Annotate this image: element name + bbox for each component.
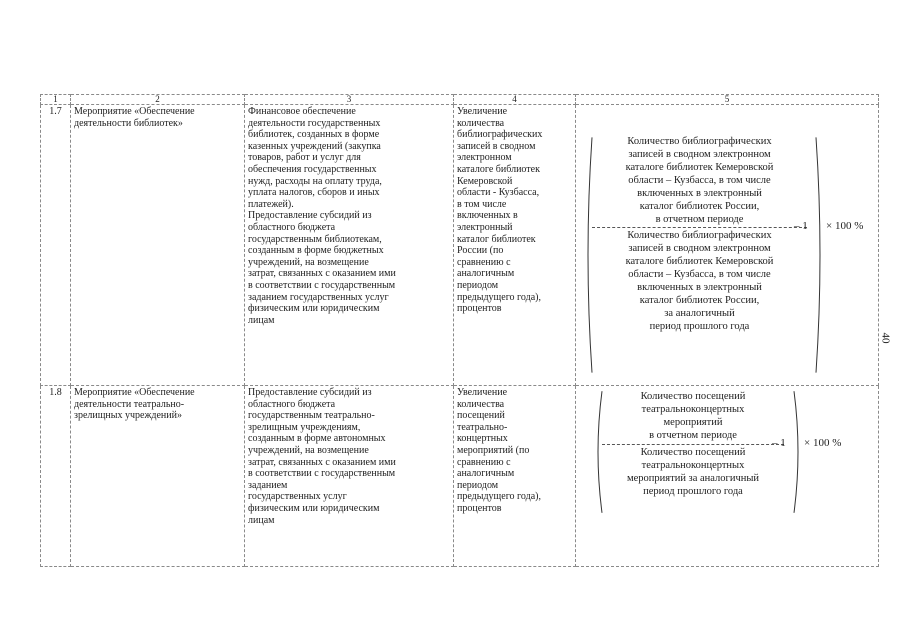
header-col-3: 3 — [245, 95, 454, 105]
financing-line: государственных услуг — [248, 491, 347, 503]
financing-line: в соответствии с государственным — [248, 279, 396, 291]
numerator-line: мероприятий — [663, 417, 723, 428]
minus-one: – 1 — [772, 437, 786, 449]
financing-line: заданием государственных услуг — [248, 291, 389, 303]
header-col-1: 1 — [41, 95, 71, 105]
event-line: Мероприятие «Обеспечение — [74, 106, 195, 117]
numerator-line: каталоге библиотек Кемеровской — [625, 162, 774, 173]
measures-table — [40, 94, 879, 567]
indicator-line: электронном — [457, 152, 512, 164]
financing-line: Финансовое обеспечение — [248, 106, 356, 117]
indicator-line: театрально- — [457, 421, 508, 433]
indicator-line: включенных в — [457, 210, 518, 222]
financing-line: учреждений, на возмещение — [248, 444, 369, 456]
financing-line: Предоставление субсидий из — [248, 210, 372, 222]
indicator-line: сравнению с — [457, 256, 511, 268]
indicator-line: периодом — [457, 279, 499, 291]
financing-line: государственным библиотекам, — [248, 233, 382, 245]
indicator-line: процентов — [457, 502, 502, 514]
financing-line: товаров, работ и услуг для — [248, 152, 361, 164]
indicator-line: Кемеровской — [457, 175, 513, 187]
financing-line: учреждений, на возмещение — [248, 256, 369, 268]
fraction-line — [602, 444, 784, 445]
indicator-line: концертных — [457, 433, 508, 445]
indicator-line: процентов — [457, 303, 502, 315]
denominator-line: за аналогичный — [664, 308, 735, 319]
indicator-line: предыдущего года), — [457, 291, 541, 303]
table-row — [41, 386, 879, 567]
denominator-line: мероприятий за аналогичный — [626, 473, 760, 484]
minus-one: – 1 — [794, 220, 808, 232]
denominator-line: записей в сводном электронном — [628, 243, 771, 254]
denominator-line: каталог библиотек России, — [639, 295, 760, 306]
formula — [592, 390, 872, 514]
times-100-percent: × 100 % — [804, 437, 842, 449]
event-cell — [71, 386, 245, 567]
financing-line: затрат, связанных с оказанием ими — [248, 268, 396, 280]
numerator-line: записей в сводном электронном — [628, 149, 771, 160]
financing-cell — [245, 386, 454, 567]
row-number: 1.7 — [41, 105, 71, 386]
financing-line: уплата налогов, сборов и иных — [248, 187, 380, 199]
event-cell — [71, 105, 245, 386]
formula-denominator — [602, 446, 784, 498]
financing-line: платежей). — [248, 198, 294, 210]
financing-line: казенных учреждений (закупка — [248, 140, 381, 152]
indicator-line: каталоге библиотек — [457, 163, 540, 175]
indicator-cell — [454, 105, 576, 386]
event-line: Мероприятие «Обеспечение — [74, 387, 195, 398]
denominator-line: Количество библиографических — [627, 230, 772, 241]
financing-line: обеспечения государственных — [248, 163, 377, 175]
indicator-line: библиографических — [457, 129, 543, 141]
financing-line: деятельности государственных — [248, 117, 381, 129]
formula-numerator — [602, 390, 784, 442]
financing-line: физическим или юридическим — [248, 303, 380, 315]
indicator-line: области - Кузбасса, — [457, 187, 540, 199]
financing-line: Предоставление субсидий из — [248, 387, 372, 398]
formula-cell — [576, 105, 879, 386]
financing-line: библиотек, созданных в форме — [248, 129, 380, 141]
table-row — [41, 105, 879, 386]
document-table-wrapper — [40, 94, 878, 567]
financing-line: в соответствии с государственным — [248, 468, 396, 480]
financing-line: государственным театрально- — [248, 410, 375, 422]
financing-cell — [245, 105, 454, 386]
numerator-line: Количество посещений — [640, 391, 746, 402]
denominator-line: области – Кузбасса, в том числе — [628, 269, 771, 280]
row-number: 1.8 — [41, 386, 71, 567]
indicator-line: записей в сводном — [457, 140, 536, 152]
denominator-line: каталоге библиотек Кемеровской — [625, 256, 774, 267]
numerator-line: области – Кузбасса, в том числе — [628, 175, 771, 186]
times-100-percent: × 100 % — [826, 220, 864, 232]
indicator-line: предыдущего года), — [457, 491, 541, 503]
right-paren — [814, 135, 826, 375]
event-line: деятельности библиотек» — [74, 117, 183, 129]
numerator-line: в отчетном периоде — [655, 214, 744, 225]
indicator-line: периодом — [457, 479, 499, 491]
indicator-line: посещений — [457, 410, 505, 422]
financing-line: заданием — [248, 479, 288, 491]
formula-numerator — [592, 135, 807, 226]
indicator-line: количества — [457, 117, 505, 129]
indicator-line: количества — [457, 398, 505, 410]
numerator-line: в отчетном периоде — [649, 430, 737, 441]
header-col-4: 4 — [454, 95, 576, 105]
indicator-line: России (по — [457, 245, 504, 257]
financing-line: зрелищным учреждениям, — [248, 421, 361, 433]
page-number: 40 — [879, 332, 892, 344]
indicator-line: аналогичным — [457, 468, 515, 480]
numerator-line: Количество библиографических — [627, 136, 772, 147]
formula-denominator — [592, 229, 807, 333]
event-line: деятельности театрально- — [74, 398, 185, 410]
indicator-line: аналогичным — [457, 268, 515, 280]
indicator-line: сравнению с — [457, 456, 511, 468]
numerator-line: каталог библиотек России, — [639, 201, 760, 212]
indicator-line: Увеличение — [457, 106, 508, 117]
right-paren — [792, 390, 804, 514]
fraction-line — [592, 227, 807, 228]
numerator-line: театральноконцертных — [641, 404, 745, 415]
financing-line: созданным в форме бюджетных — [248, 245, 384, 257]
indicator-line: Увеличение — [457, 387, 508, 398]
numerator-line: включенных в электронный — [637, 188, 762, 199]
financing-line: лицам — [248, 514, 275, 526]
denominator-line: Количество посещений — [640, 447, 746, 458]
financing-line: созданным в форме автономных — [248, 433, 386, 445]
indicator-line: каталог библиотек — [457, 233, 536, 245]
financing-line: лицам — [248, 314, 275, 326]
denominator-line: период прошлого года — [649, 321, 750, 332]
financing-line: физическим или юридическим — [248, 502, 380, 514]
denominator-line: период прошлого года — [643, 486, 743, 497]
indicator-line: в том числе — [457, 198, 507, 210]
financing-line: областного бюджета — [248, 221, 336, 233]
financing-line: затрат, связанных с оказанием ими — [248, 456, 396, 468]
denominator-line: театральноконцертных — [641, 460, 745, 471]
financing-line: нужд, расходы на оплату труда, — [248, 175, 382, 187]
financing-line: областного бюджета — [248, 398, 336, 410]
indicator-cell — [454, 386, 576, 567]
header-row — [41, 95, 879, 105]
event-line: зрелищных учреждений» — [74, 410, 182, 422]
formula-cell — [576, 386, 879, 567]
header-col-2: 2 — [71, 95, 245, 105]
indicator-line: мероприятий (по — [457, 444, 530, 456]
denominator-line: включенных в электронный — [637, 282, 762, 293]
indicator-line: электронный — [457, 221, 513, 233]
header-col-5: 5 — [576, 95, 879, 105]
formula — [582, 135, 872, 375]
